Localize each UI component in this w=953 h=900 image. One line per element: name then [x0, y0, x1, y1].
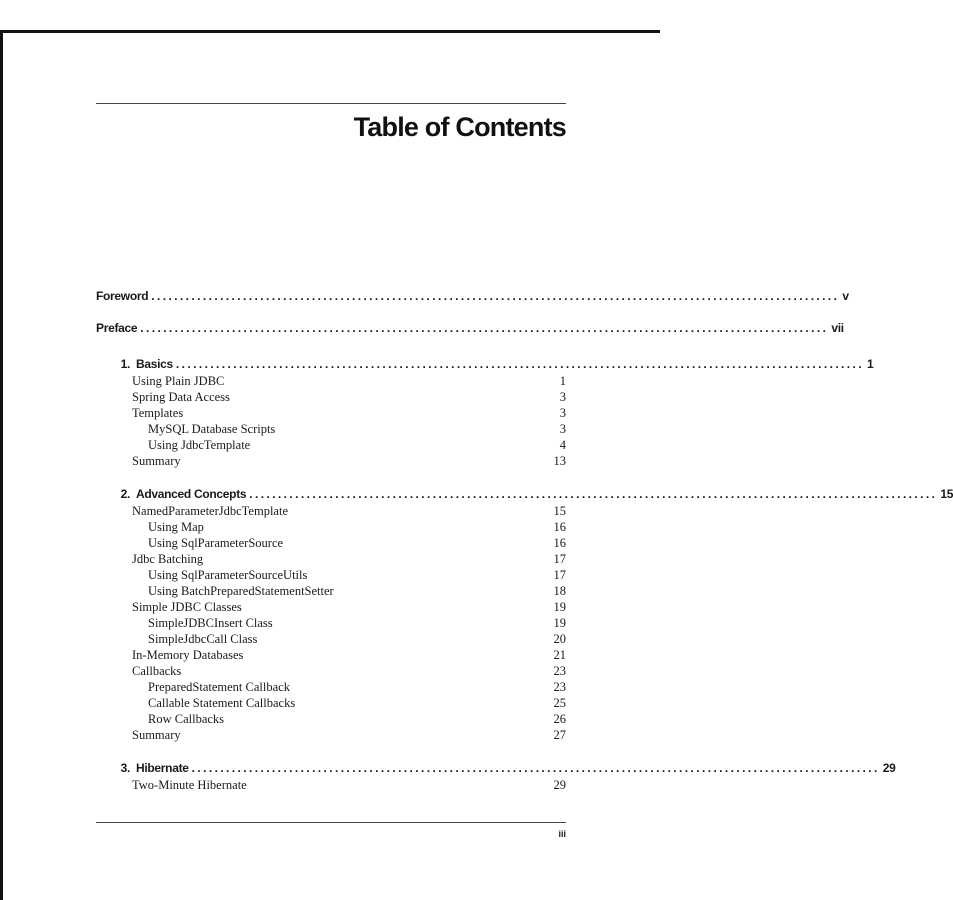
toc-page-number: 4: [559, 438, 566, 452]
toc-entry-section[interactable]: [96, 405, 566, 421]
toc-entry-label: Using JdbcTemplate: [148, 438, 251, 452]
toc-page-number: 21: [553, 648, 566, 662]
toc-page-number: vii: [831, 321, 844, 335]
toc-entry-section[interactable]: [96, 777, 566, 793]
toc-entry-chapter[interactable]: [96, 321, 844, 337]
toc-page-number: v: [842, 289, 849, 303]
toc-entry-label: Using Plain JDBC: [132, 374, 225, 388]
toc-entry-chapter[interactable]: [96, 761, 896, 777]
page-folio: iii: [558, 829, 566, 839]
toc-page-number: 27: [553, 728, 566, 742]
toc-entry-section[interactable]: [96, 567, 566, 583]
toc-entry-label: Advanced Concepts: [136, 487, 247, 501]
toc-entry-label: Preface: [96, 321, 138, 335]
toc-entry-label: Jdbc Batching: [132, 552, 204, 566]
toc-page-number: 23: [553, 664, 566, 678]
toc-page-number: 29: [553, 778, 566, 792]
toc-entry-section[interactable]: [96, 695, 566, 711]
toc-entry-label: In-Memory Databases: [132, 648, 244, 662]
toc-page-number: 13: [553, 454, 566, 468]
toc-dot-leader: ........................................................................................................................: [249, 487, 938, 501]
toc-entry-label: NamedParameterJdbcTemplate: [132, 504, 288, 518]
toc-chapter-number: 3.: [120, 761, 130, 775]
toc-dot-leader: ........................................................................................................................: [191, 761, 880, 775]
toc-page-number: 18: [553, 584, 566, 598]
toc-entry-label: SimpleJDBCInsert Class: [148, 616, 273, 630]
page-frame-top: [0, 30, 660, 33]
page-title: Table of Contents: [353, 112, 566, 142]
toc-page-number: 3: [559, 422, 566, 436]
toc-entry-section[interactable]: [96, 679, 566, 695]
toc-page-number: 3: [559, 390, 566, 404]
page-frame-left: [0, 30, 3, 900]
toc-page-number: 3: [559, 406, 566, 420]
toc-chapter-number: 2.: [120, 487, 130, 501]
toc-page-number: 23: [553, 680, 566, 694]
toc-entry-label: Callable Statement Callbacks: [148, 696, 296, 710]
toc-entry-section[interactable]: [96, 727, 566, 743]
toc-entry-label: PreparedStatement Callback: [148, 680, 290, 694]
header-rule: [96, 103, 566, 104]
toc-page-number: 15: [553, 504, 566, 518]
toc-entry-section[interactable]: [96, 373, 566, 389]
footer-rule: [96, 822, 566, 823]
toc-entry-chapter[interactable]: [96, 487, 953, 503]
toc-entry-section[interactable]: [96, 631, 566, 647]
toc-page-number: 25: [553, 696, 566, 710]
toc-entry-label: Using SqlParameterSourceUtils: [148, 568, 308, 582]
toc-page-number: 1: [559, 374, 566, 388]
toc-entry-section[interactable]: [96, 519, 566, 535]
toc-entry-section[interactable]: [96, 663, 566, 679]
toc-entry-section[interactable]: [96, 647, 566, 663]
toc-entry-label: MySQL Database Scripts: [148, 422, 276, 436]
toc-page-number: 26: [553, 712, 566, 726]
toc-entry-label: Using BatchPreparedStatementSetter: [148, 584, 334, 598]
toc-entry-label: Callbacks: [132, 664, 182, 678]
toc-entry-label: Using SqlParameterSource: [148, 536, 284, 550]
toc-entry-section[interactable]: [96, 421, 566, 437]
toc-entry-label: Templates: [132, 406, 184, 420]
toc-page-number: 1: [866, 357, 874, 371]
toc-entry-label: Summary: [132, 454, 181, 468]
toc-page-number: 20: [553, 632, 566, 646]
toc-entry-section[interactable]: [96, 615, 566, 631]
toc-entry-label: Spring Data Access: [132, 390, 230, 404]
toc-entry-section[interactable]: [96, 453, 566, 469]
toc-entry-section[interactable]: [96, 711, 566, 727]
toc-entry-section[interactable]: [96, 551, 566, 567]
toc-page-number: 17: [553, 552, 566, 566]
toc-dot-leader: ........................................................................................................................: [175, 357, 864, 371]
toc-page-number: 15: [940, 487, 953, 501]
toc-entry-label: Summary: [132, 728, 181, 742]
toc-entry-label: Using Map: [148, 520, 204, 534]
toc-entry-section[interactable]: [96, 437, 566, 453]
toc-entry-label: SimpleJdbcCall Class: [148, 632, 258, 646]
toc-page-number: 17: [553, 568, 566, 582]
toc-chapter-number: 1.: [120, 357, 130, 371]
toc-entry-section[interactable]: [96, 583, 566, 599]
toc-entry-label: Simple JDBC Classes: [132, 600, 242, 614]
toc-page-number: 19: [553, 616, 566, 630]
toc-entry-section[interactable]: [96, 389, 566, 405]
toc-entry-section[interactable]: [96, 535, 566, 551]
toc-entry-chapter[interactable]: [96, 357, 874, 373]
toc-entry-section[interactable]: [96, 599, 566, 615]
toc-entry-label: Basics: [136, 357, 173, 371]
toc-dot-leader: ........................................................................................................................: [151, 289, 840, 303]
toc-entry-chapter[interactable]: [96, 289, 849, 305]
toc-entry-label: Row Callbacks: [148, 712, 225, 726]
toc-entry-label: Hibernate: [136, 761, 189, 775]
toc-page-number: 16: [553, 536, 566, 550]
toc-entry-section[interactable]: [96, 503, 566, 519]
toc-entry-label: Two-Minute Hibernate: [132, 778, 247, 792]
toc-page-number: 16: [553, 520, 566, 534]
toc-dot-leader: ........................................................................................................................: [140, 321, 829, 335]
toc-entry-label: Foreword: [96, 289, 149, 303]
toc-page-number: 19: [553, 600, 566, 614]
toc-page-number: 29: [882, 761, 896, 775]
